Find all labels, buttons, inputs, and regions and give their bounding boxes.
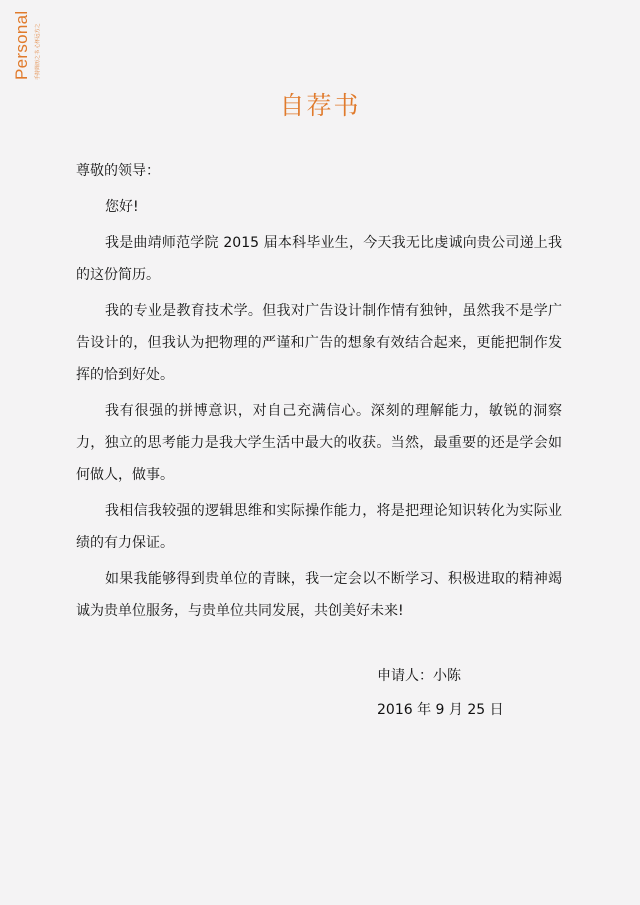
paragraph-closing: 如果我能够得到贵单位的青睐，我一定会以不断学习、积极进取的精神竭诚为贵单位服务，与贵单位共同发展，共创美好未来! [76, 571, 562, 619]
paragraph-hello: 您好! [105, 199, 139, 215]
letter-body [76, 158, 562, 631]
brand-main-text: Personal [12, 10, 31, 80]
brand-sub-text: 手持简历之书 心怀远方之 [35, 23, 41, 80]
signature-block [377, 660, 504, 728]
paragraph-intro: 我是曲靖师范学院 2015 届本科毕业生，今天我无比虔诚向贵公司递上我的这份简历。 [76, 235, 562, 283]
paragraph-major: 我的专业是教育技术学。但我对广告设计制作情有独钟，虽然我不是学广告设计的，但我认为把物理的严谨和广告的想象有效结合起来，更能把制作发挥的恰到好处。 [76, 303, 562, 383]
letter-greeting: 尊敬的领导： [76, 163, 160, 179]
paragraph-ability: 我相信我较强的逻辑思维和实际操作能力，将是把理论知识转化为实际业绩的有力保证。 [76, 503, 562, 551]
page-title: 自荐书 [279, 91, 361, 120]
side-brand-logo [12, 0, 48, 82]
signature-applicant: 申请人：小陈 [377, 668, 461, 684]
paragraph-strengths: 我有很强的拼博意识，对自己充满信心。深刻的理解能力，敏锐的洞察力，独立的思考能力是我大学生活中最大的收获。当然，最重要的还是学会如何做人，做事。 [76, 403, 562, 483]
signature-date: 2016 年 9 月 25 日 [377, 702, 504, 718]
